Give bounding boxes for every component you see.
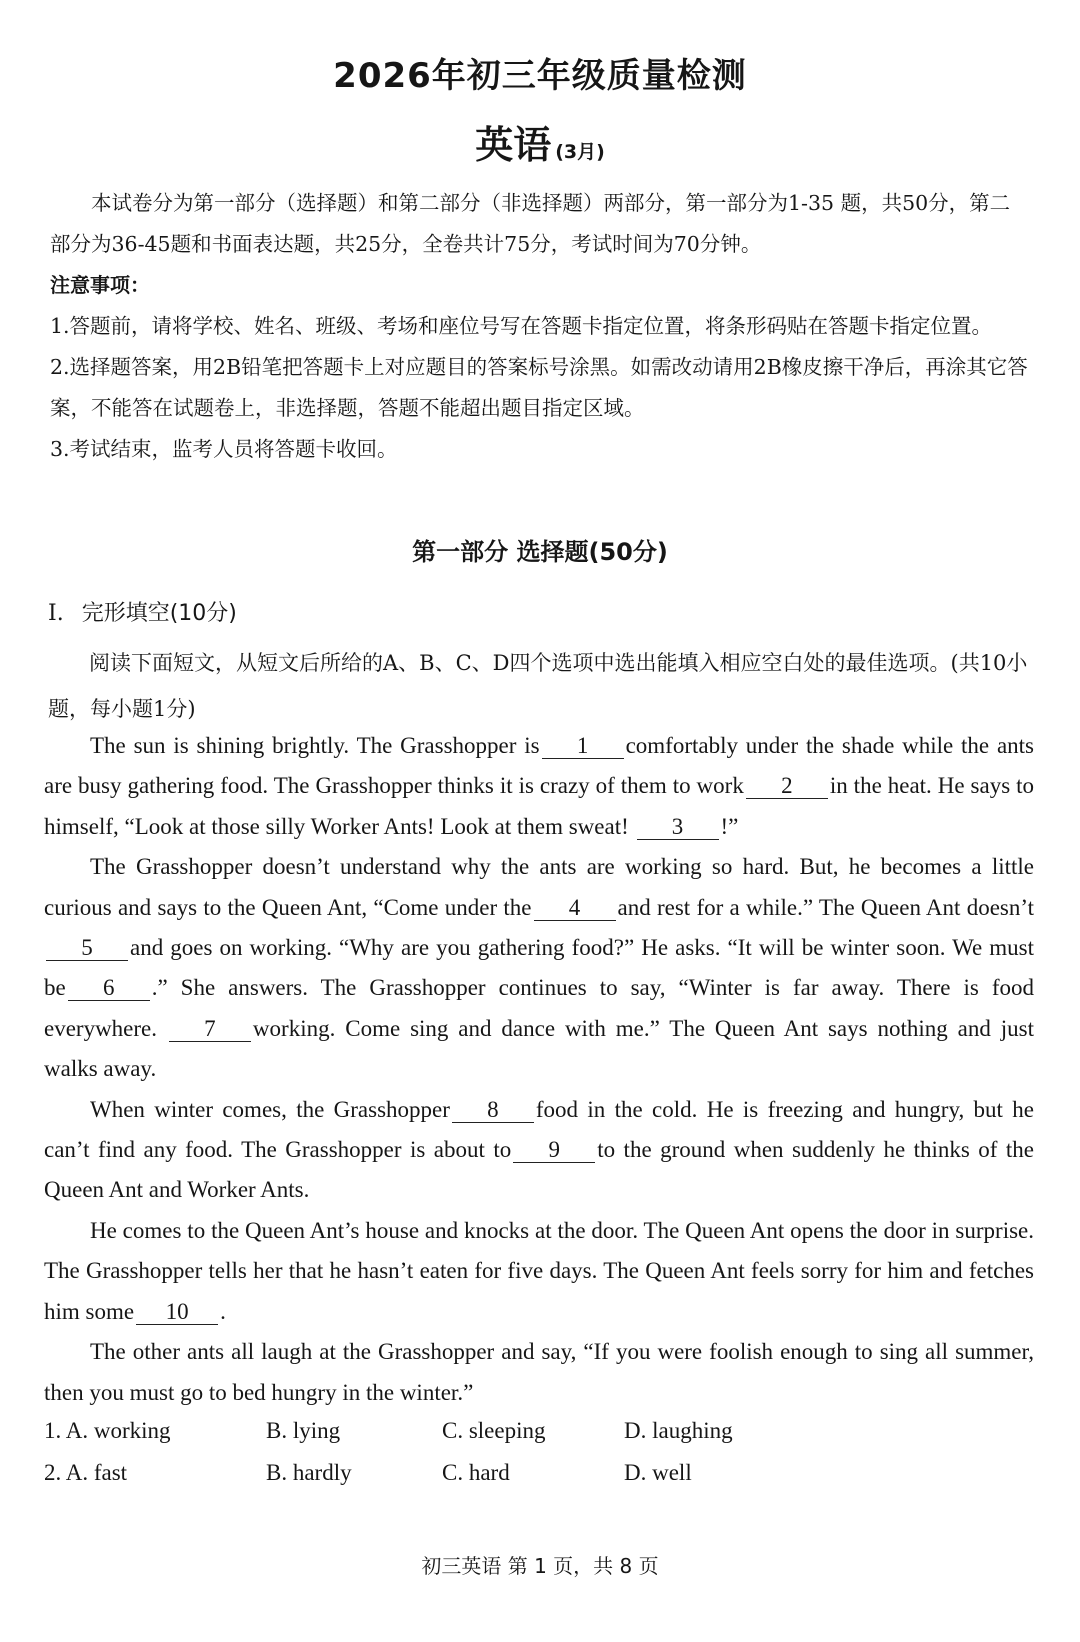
option-a: 1. A. working [44,1418,171,1443]
passage-text: .” She answers. The Grasshopper continues to say, “Winter is far away. There is food everywhere. [44,975,1034,1041]
notice-item: 1.答题前，请将学校、姓名、班级、考场和座位号写在答题卡指定位置，将条形码贴在答题卡指定位置。 [50,314,993,338]
passage-text: and goes on working. “Why are you gathering food?” He asks. “It will be winter soon. We must be [44,935,1034,1001]
passage-text: comfortably under the shade while the ants are busy gathering food. The Grasshopper thinks it is crazy of them to work [44,733,1034,799]
option-row [44,1418,1034,1460]
exam-title: 2026年初三年级质量检测 [333,56,747,96]
passage-text: The sun is shining brightly. The Grasshopper is [90,733,540,758]
cloze-blank: 9 [513,1138,595,1163]
cloze-blank: 6 [68,976,150,1001]
option-d: D. well [624,1460,692,1485]
passage-text: to the ground when suddenly he thinks of the Queen Ant and Worker Ants. [44,1137,1035,1203]
option-b: B. lying [266,1418,341,1443]
option-c: C. sleeping [442,1418,546,1443]
cloze-blank: 10 [136,1300,218,1325]
passage-text: food in the cold. He is freezing and hungry, but he can’t find any food. The Grasshopper is about to [44,1096,1034,1163]
subject-month: (3月) [555,141,605,163]
option-c: C. hard [442,1460,510,1485]
section-title: 完形填空(10分) [81,601,237,626]
passage-text: !” [720,813,739,839]
cloze-passage [44,726,1034,1413]
passage-text: and rest for a while.” The Queen Ant doesn’t [617,894,1034,920]
passage-paragraph [44,726,1034,847]
passage-text: He comes to the Queen Ant’s house and knocks at the door. The Queen Ant opens the door in surprise. The Grasshopper tells her that he hasn’t eaten for five days. The Queen Ant feels sorry for him and fetches him some [44,1217,1034,1324]
cloze-blank: 2 [746,774,828,799]
intro-paragraph: 本试卷分为第一部分（选择题）和第二部分（非选择题）两部分，第一部分为1-35 题，共50分，第二部分为36-45题和书面表达题，共25分，全卷共计75分，考试时间为70分钟。 [50,191,1011,256]
passage-text: in the heat. He says to himself, “Look at those silly Worker Ants! Look at them sweat! [44,773,1034,839]
cloze-blank: 5 [46,936,128,961]
option-b: B. hardly [266,1460,352,1485]
exam-instructions [50,183,1030,470]
cloze-blank: 8 [452,1098,534,1123]
cloze-blank: 3 [637,815,719,840]
notice-item: 3.考试结束，监考人员将答题卡收回。 [50,437,398,461]
notice-heading: 注意事项： [50,273,150,297]
page-footer: 初三英语 第 1 页，共 8 页 [421,1554,659,1578]
option-a: 2. A. fast [44,1460,128,1485]
passage-text: The Grasshopper doesn’t understand why the ants are working so hard. But, he becomes a little curious and says to the Queen Ant, “Come under the [44,854,1034,920]
passage-paragraph [44,1090,1034,1211]
passage-paragraph [44,1211,1034,1332]
subject-heading [0,114,1080,169]
section-heading [48,596,237,627]
section-number: I. [48,601,64,626]
option-row [44,1460,1034,1502]
answer-options [44,1418,1034,1502]
passage-paragraph [44,847,1034,1089]
section-directions: 阅读下面短文，从短文后所给的A、B、C、D四个选项中选出能填入相应空白处的最佳选项。(共10小题，每小题1分) [48,651,1028,721]
passage-text: working. Come sing and dance with me.” The Queen Ant says nothing and just walks away. [44,1015,1035,1082]
subject-name: 英语 [475,123,552,167]
notice-item: 2.选择题答案，用2B铅笔把答题卡上对应题目的答案标号涂黑。如需改动请用2B橡皮擦干净后，再涂其它答案，不能答在试题卷上，非选择题，答题不能超出题目指定区域。 [50,355,1028,420]
passage-text: When winter comes, the Grasshopper [90,1096,450,1122]
passage-text: . [220,1298,226,1324]
cloze-blank: 4 [534,896,616,921]
option-d: D. laughing [624,1418,733,1443]
passage-paragraph: The other ants all laugh at the Grasshopper and say, “If you were foolish enough to sing all summer, then you must go to bed hungry in the winter.” [44,1339,1034,1405]
part-heading: 第一部分 选择题(50分) [412,538,668,566]
cloze-blank: 7 [169,1017,251,1042]
cloze-blank: 1 [542,734,624,759]
